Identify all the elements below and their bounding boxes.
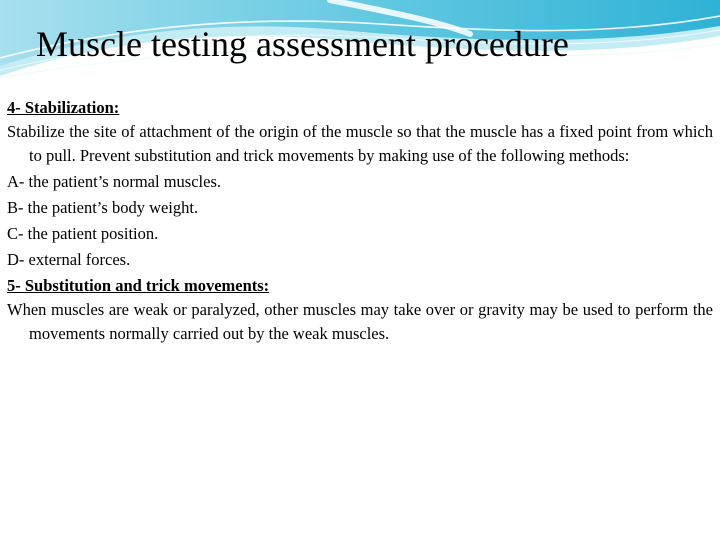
section-substitution bbox=[7, 274, 713, 346]
section-stabilization bbox=[7, 96, 713, 272]
list-item: C- the patient position. bbox=[7, 224, 159, 243]
section-heading: 4- Stabilization: bbox=[7, 98, 120, 117]
section-body: Stabilize the site of attachment of the origin of the muscle so that the muscle has a fixed point from which to pull. Prevent substitution and trick movements by making use of the following methods: bbox=[7, 122, 713, 165]
section-body: When muscles are weak or paralyzed, other muscles may take over or gravity may be used to perform the movements normally carried out by the weak muscles. bbox=[7, 300, 713, 343]
slide-content bbox=[7, 96, 713, 348]
section-heading: 5- Substitution and trick movements: bbox=[7, 276, 270, 295]
slide-title: Muscle testing assessment procedure bbox=[36, 24, 569, 64]
list-item: D- external forces. bbox=[7, 250, 131, 269]
list-item: B- the patient’s body weight. bbox=[7, 198, 199, 217]
list-item: A- the patient’s normal muscles. bbox=[7, 172, 221, 191]
